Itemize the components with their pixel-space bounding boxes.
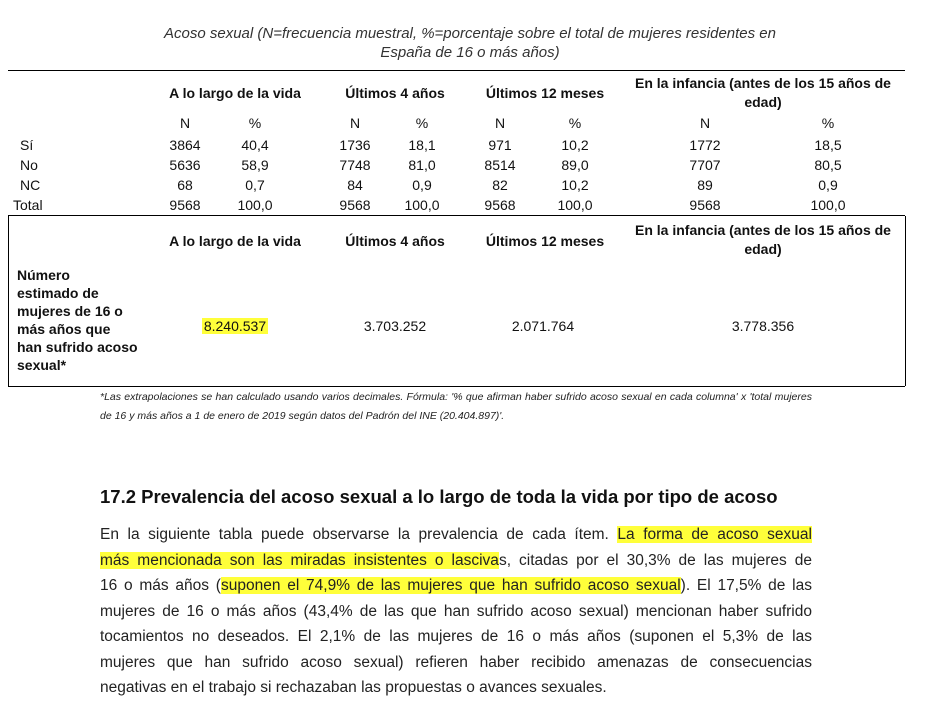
table2-header-12months: Últimos 12 meses [485,233,605,249]
table1-cell: 9568 [339,197,371,213]
table1-cell: 3864 [169,137,201,153]
table1-cell: 68 [177,177,193,193]
table2-right-rule [905,216,906,386]
table2-header-4years: Últimos 4 años [345,233,445,249]
estimate-childhood: 3.778.356 [731,318,795,334]
table1-cell: 100,0 [557,197,593,213]
table1-cell: 89 [697,177,713,193]
table1-row-label: NC [20,177,41,193]
table1-cell: 89,0 [561,157,589,173]
table1-bottom-rule [8,215,905,216]
paragraph-line [100,548,812,574]
table1-subheader: N [349,115,361,131]
text-run: s, citadas por el 30,3% de las mujeres de [498,551,812,569]
table1-row-label: Sí [20,137,34,153]
table1-cell: 81,0 [408,157,436,173]
table1-cell: 58,9 [241,157,269,173]
side-label-line: estimado de [17,285,99,301]
paragraph-line: negativas en el trabajo si rechazaban las propuestas o avances sexuales. [100,679,607,696]
table1-header-lifetime: A lo largo de la vida [169,85,301,101]
paragraph-line: mujeres que han sufrido acoso sexual) refieren haber recibido amenazas de consecuencias [100,653,812,671]
table2-side-label [17,266,147,374]
table1-row-label: No [20,157,38,173]
table1-cell: 1772 [689,137,721,153]
table1-cell: 5636 [169,157,201,173]
paragraph-line: mujeres de 16 o más años (43,4% de las que han sufrido acoso sexual) mencionan haber sufrido [100,602,812,620]
table1-cell: 84 [347,177,363,193]
table1-subheader: N [494,115,506,131]
highlighted-text: suponen el 74,9% de las mujeres que han sufrido acoso sexual [220,577,681,594]
estimate-lifetime [165,318,305,334]
highlighted-text: La forma de acoso sexual [617,526,812,543]
table2-header-childhood: En la infancia (antes de los 15 años de edad) [635,222,891,257]
table2-bottom-rule [8,386,905,387]
table1-cell: 0,9 [412,177,432,193]
caption-line-2: España de 16 o más años) [380,44,560,61]
table1-subheader: % [415,115,429,131]
table1-cell: 7748 [339,157,371,173]
section-title: 17.2 Prevalencia del acoso sexual a lo largo de toda la vida por tipo de acoso [100,486,778,507]
table1-cell: 0,9 [818,177,838,193]
table1-top-rule [8,70,905,71]
table1-subheader: N [699,115,711,131]
table1-subheader: % [568,115,582,131]
table-caption [0,24,940,62]
side-label-line: más años que [17,321,111,337]
table2-header-lifetime: A lo largo de la vida [169,233,301,249]
caption-line-1: Acoso sexual (N=frecuencia muestral, %=porcentaje sobre el total de mujeres residentes en [164,25,776,42]
table1-cell: 971 [488,137,512,153]
table1-cell: 10,2 [561,137,589,153]
table1-cell: 80,5 [814,157,842,173]
paragraph-line [100,573,812,599]
side-label-line: sexual* [17,357,67,373]
table1-cell: 9568 [169,197,201,213]
table1-subheader: % [821,115,835,131]
table1-cell: 18,5 [814,137,842,153]
table1-subheader: % [248,115,262,131]
body-paragraph [100,522,812,701]
table2-left-rule [8,216,9,386]
text-run: En la siguiente tabla puede observarse la prevalencia de cada ítem. [100,526,609,543]
paragraph-line: tocamientos no deseados. El 2,1% de las mujeres de 16 o más años (suponen el 5,3% de las [100,628,812,645]
table1-cell: 10,2 [561,177,589,193]
table1-cell: 18,1 [408,137,436,153]
table1-row-label: Total [13,197,43,213]
estimate-12months: 2.071.764 [511,318,575,334]
side-label-line: Número [17,267,70,283]
estimate-lifetime-value: 8.240.537 [203,318,267,334]
text-run: 16 o más años ( [100,577,221,594]
table1-cell: 82 [492,177,508,193]
table1-cell: 100,0 [810,197,846,213]
table1-cell: 40,4 [241,137,269,153]
highlighted-text: más mencionada son las miradas insistentes o lasciva [100,551,499,569]
side-label-line: han sufrido acoso [17,339,138,355]
table1-cell: 1736 [339,137,371,153]
text-run: ). El 17,5% de las [680,577,812,594]
paragraph-line [100,522,812,548]
estimate-4years: 3.703.252 [363,318,427,334]
table1-cell: 9568 [689,197,721,213]
table1-cell: 0,7 [245,177,265,193]
table1-cell: 8514 [484,157,516,173]
table1-header-12months: Últimos 12 meses [485,85,605,101]
table1-subheader: N [179,115,191,131]
table1-cell: 100,0 [237,197,273,213]
table1-cell: 100,0 [404,197,440,213]
table1-cell: 9568 [484,197,516,213]
table1-header-4years: Últimos 4 años [345,85,445,101]
side-label-line: mujeres de 16 o [17,303,123,319]
footnote: *Las extrapolaciones se han calculado usando varios decimales. Fórmula: '% que afirman haber sufrido acoso sexual en cada columna' x 'total mujeres de 16 y más años a 1 de enero de 2019 según datos del Padrón del INE (20.404.897)'. [100,391,812,422]
table1-header-childhood: En la infancia (antes de los 15 años de edad) [635,75,891,110]
table1-cell: 7707 [689,157,721,173]
